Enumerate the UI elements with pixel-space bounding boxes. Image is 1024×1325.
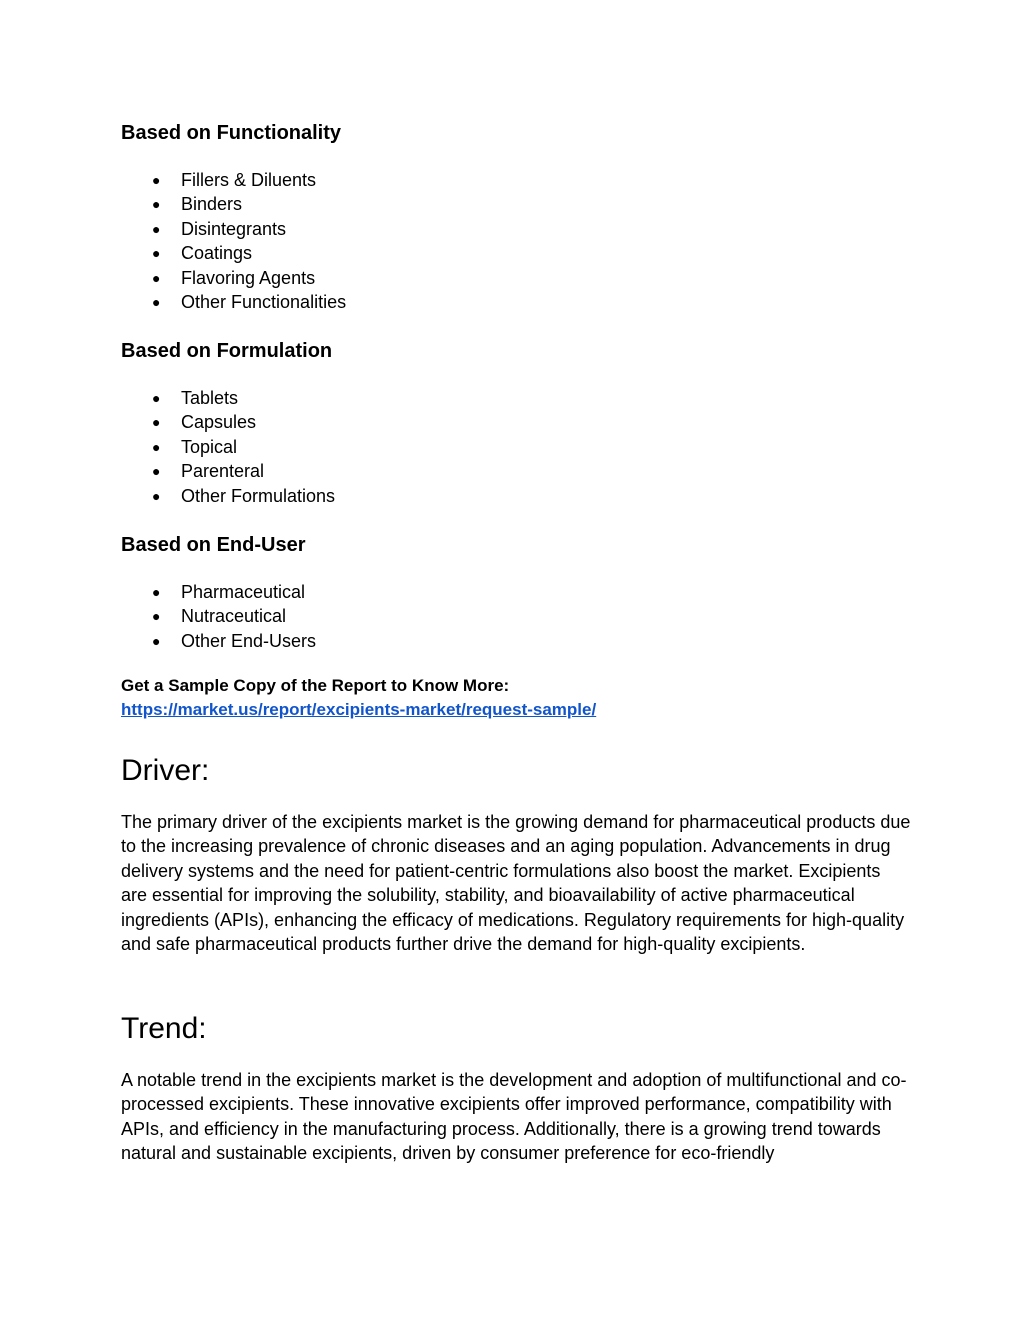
- bullet-icon: ●: [152, 414, 161, 431]
- bullet-icon: ●: [152, 632, 161, 649]
- section-heading-functionality: Based on Functionality: [121, 122, 342, 144]
- formulation-list: [121, 386, 335, 508]
- trend-heading: Trend:: [121, 1012, 207, 1045]
- bullet-icon: ●: [152, 269, 161, 286]
- list-item: ● Flavoring Agents: [121, 266, 346, 290]
- sample-link-line: [121, 698, 596, 722]
- bullet-icon: ●: [152, 463, 161, 480]
- bullet-icon: ●: [152, 584, 161, 600]
- section-heading-formulation: Based on Formulation: [121, 340, 333, 362]
- list-item: ● Nutraceutical: [121, 604, 316, 628]
- list-item: ● Binders: [121, 192, 346, 216]
- list-item: ● Topical: [121, 435, 335, 459]
- bullet-icon: ●: [152, 196, 161, 213]
- bullet-icon: ●: [152, 245, 161, 262]
- bullet-icon: ●: [152, 438, 161, 455]
- bullet-icon: ●: [152, 172, 161, 188]
- trend-paragraph: A notable trend in the excipients market is the development and adoption of multifunctional and co-processed excipients. These innovative excipients offer improved performance, compatibility with APIs, and efficiency in the manufacturing process. Additionally, there is a growing trend towards natural and sustainable excipients, driven by consumer preference for eco-friendly: [121, 1070, 907, 1164]
- driver-heading: Driver:: [121, 754, 210, 787]
- bullet-icon: ●: [152, 293, 161, 310]
- end-user-list: [121, 580, 316, 653]
- driver-paragraph: The primary driver of the excipients market is the growing demand for pharmaceutical products due to the increasing prevalence of chronic diseases and an aging population. Advancements in drug delivery systems and the need for patient-centric formulations also boost the market. Excipients are essential for improving the solubility, stability, and bioavailability of active pharmaceutical ingredients (APIs), enhancing the efficacy of medications. Regulatory requirements for high-quality and safe pharmaceutical products further drive the demand for high-quality excipients.: [121, 812, 911, 955]
- bullet-icon: ●: [152, 390, 161, 406]
- bullet-icon: ●: [152, 220, 161, 237]
- bullet-icon: ●: [152, 608, 161, 625]
- list-item: ● Pharmaceutical: [121, 580, 316, 604]
- list-item: ● Coatings: [121, 241, 346, 265]
- sample-copy-label: Get a Sample Copy of the Report to Know More:: [121, 676, 510, 695]
- list-item: ● Other End-Users: [121, 629, 316, 653]
- list-item: ● Capsules: [121, 410, 335, 434]
- functionality-list: [121, 168, 346, 314]
- bullet-icon: ●: [152, 487, 161, 504]
- list-item: ● Disintegrants: [121, 217, 346, 241]
- list-item: ● Parenteral: [121, 459, 335, 483]
- sample-request-link[interactable]: https://market.us/report/excipients-market/request-sample/: [121, 700, 597, 719]
- list-item: ● Other Formulations: [121, 484, 335, 508]
- section-heading-end-user: Based on End-User: [121, 534, 306, 556]
- list-item: ● Other Functionalities: [121, 290, 346, 314]
- list-item: ● Fillers & Diluents: [121, 168, 346, 192]
- list-item: ● Tablets: [121, 386, 335, 410]
